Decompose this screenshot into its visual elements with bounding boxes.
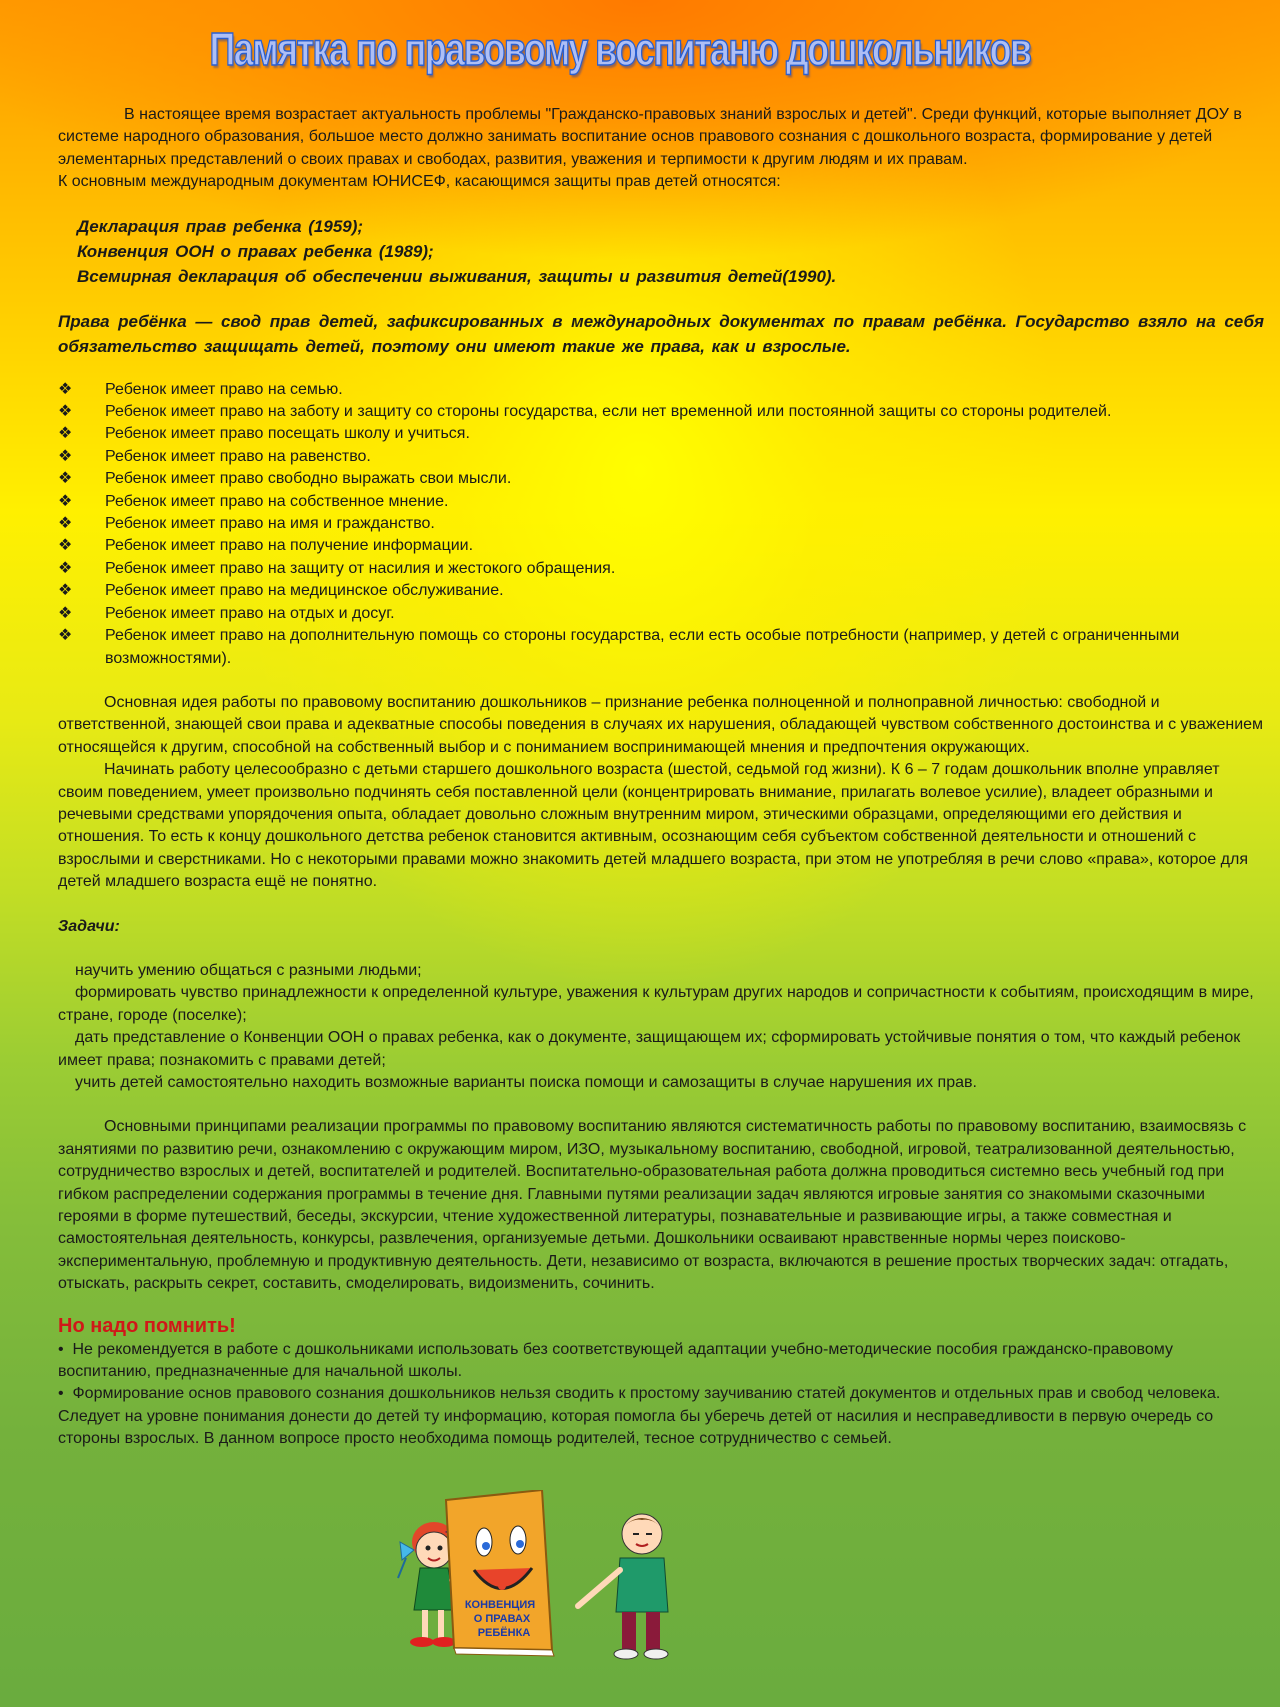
- remember-heading: Но надо помнить!: [58, 1314, 236, 1337]
- rights-item-text: Ребенок имеет право на имя и гражданство.: [105, 515, 435, 533]
- start-work-paragraph: Начинать работу целесообразно с детьми старшего дошкольного возраста (шестой, седьмой год жизни). К 6 – 7 годам дошкольник вполне управляет своим поведением, умеет произвольно подчинять себя поставленной цели (концентрировать внимание, прилагать волевое усилие), владеет образными и речевыми средствами упорядочения опыта, обладает довольно сложным внутренним миром, этическими образцами, определяющими его действия и отношения. То есть к концу дошкольного детства ребенок становится активным, осознающим себя субъектом собственной деятельности и отношений с взрослыми и сверстниками. Но с некоторыми правами можно знакомить детей младшего возраста, при этом не употребляя в речи слово «права», которое для детей младшего возраста ещё не понятно.: [58, 761, 1248, 891]
- rights-item: [58, 513, 1264, 535]
- rights-item-text: Ребенок имеет право на медицинское обслуживание.: [105, 582, 504, 600]
- rights-item: [58, 580, 1264, 602]
- tasks-heading: Задачи:: [58, 917, 120, 935]
- diamond-bullet-icon: ❖: [58, 582, 73, 600]
- diamond-bullet-icon: ❖: [58, 559, 73, 577]
- principles-paragraph: Основными принципами реализации программы по правовому воспитанию являются систематичность работы по правовому воспитанию, взаимосвязь с занятиями по развитию речи, ознакомлению с окружающим миром, ИЗО, музыкальному воспитанию, свободной, игровой, театрализованной деятельностью, сотрудничество взрослых и детей, воспитателей и родителей. Воспитательно-образовательная работа должна проводиться системно весь учебный год при гибком распределении содержания программы в течение дня. Главными путями реализации задач являются игровые занятия со знакомыми сказочными героями в форме путешествий, беседы, экскурсии, чтение художественной литературы, познавательные и развивающие игры, а также совместная и самостоятельная деятельность, конкурсы, развлечения, организуемые детьми. Дошкольники осваивают нравственные нормы через поисково-экспериментальную, проблемную и продуктивную деятельность. Дети, независимо от возраста, включаются в решение простых творческих задач: отгадать, отыскать, раскрыть секрет, составить, смоделировать, видоизменить, сочинить.: [58, 1118, 1247, 1293]
- remember-item-text: Формирование основ правового сознания дошкольников нельзя сводить к простому заучиванию статей документов и отдельных прав и свобод человека. Следует на уровне понимания донести до детей ту информацию, которая помогла бы уберечь детей от насилия и несправедливости в первую очередь со стороны взрослых. В данном вопросе просто необходима помощь родителей, тесное сотрудничество с семьей.: [58, 1385, 1221, 1448]
- rights-definition: Права ребёнка — свод прав детей, зафиксированных в международных документах по правам ребёнка. Государство взяло на себя обязательство защищать детей, поэтому они имеют такие же права, как и взрослые.: [58, 311, 1264, 356]
- rights-item-text: Ребенок имеет право на дополнительную помощь со стороны государства, если есть особые потребности (например, у детей с ограниченными возможностями).: [105, 627, 1180, 667]
- document-item: Декларация прав ребенка (1959);: [77, 216, 364, 236]
- book-title-line: КОНВЕНЦИЯ: [464, 1599, 536, 1611]
- convention-illustration: [380, 1490, 720, 1690]
- diamond-bullet-icon: ❖: [58, 604, 73, 622]
- remember-item-text: Не рекомендуется в работе с дошкольниками использовать без соответствующей адаптации учебно-методические пособия гражданско-правовому воспитанию, предназначенные для начальной школы.: [58, 1340, 1173, 1381]
- rights-item: [58, 535, 1264, 557]
- rights-list: [58, 379, 1264, 670]
- rights-item: [58, 468, 1264, 490]
- task-item: дать представление о Конвенции ООН о правах ребенка, как о документе, защищающем их; сформировать устойчивые понятия о том, что каждый ребенок имеет права; познакомить с правами детей;: [58, 1029, 1241, 1069]
- diamond-bullet-icon: ❖: [58, 447, 73, 465]
- bullet-icon: •: [58, 1340, 64, 1358]
- boy-figure: [578, 1514, 668, 1659]
- diamond-bullet-icon: ❖: [58, 403, 73, 421]
- rights-item-text: Ребенок имеет право на равенство.: [105, 447, 371, 465]
- main-idea-paragraph: Основная идея работы по правовому воспитанию дошкольников – признание ребенка полноценной и полноправной личностью: свободной и ответственной, знающей свои права и адекватные способы поведения в случаях их нарушения, обладающей чувством собственного достоинства и с уважением относящейся к другим, способной на собственный выбор и с пониманием воспринимающей мнения и предпочтения окружающих.: [58, 693, 1264, 756]
- documents-intro: К основным международным документам ЮНИСЕФ, касающимся защиты прав детей относятся:: [58, 173, 781, 191]
- rights-item: [58, 379, 1264, 401]
- convention-book-icon: [446, 1490, 554, 1656]
- task-item: формировать чувство принадлежности к определенной культуре, уважения к культурам других народов и сопричастности к событиям, происходящим в мире, стране, городе (поселке);: [58, 984, 1254, 1024]
- task-item: научить умению общаться с разными людьми;: [75, 961, 422, 979]
- rights-item: [58, 625, 1264, 670]
- rights-item-text: Ребенок имеет право на собственное мнение.: [105, 492, 449, 510]
- rights-item-text: Ребенок имеет право на отдых и досуг.: [105, 604, 395, 622]
- book-title-line: О ПРАВАХ: [473, 1613, 531, 1625]
- rights-item-text: Ребенок имеет право на заботу и защиту со стороны государства, если нет временной или постоянной защиты со стороны родителей.: [105, 403, 1112, 421]
- intro-paragraph: В настоящее время возрастает актуальность проблемы "Гражданско-правовых знаний взрослых и детей". Среди функций, которые выполняет ДОУ в системе народного образования, большое место должно занимать воспитание основ правового сознания с дошкольного возраста, формирование у детей элементарных представлений о своих правах и свободах, развития, уважения и терпимости к другим людям и их правам.: [58, 106, 1242, 168]
- document-item: Всемирная декларация об обеспечении выживания, защиты и развития детей(1990).: [77, 266, 837, 286]
- rights-item-text: Ребенок имеет право на защиту от насилия и жестокого обращения.: [105, 559, 616, 577]
- rights-item: [58, 423, 1264, 445]
- diamond-bullet-icon: ❖: [58, 515, 73, 533]
- document-item: Конвенция ООН о правах ребенка (1989);: [77, 241, 434, 261]
- diamond-bullet-icon: ❖: [58, 470, 73, 488]
- remember-item: [58, 1339, 1264, 1384]
- task-item: учить детей самостоятельно находить возможные варианты поиска помощи и самозащиты в случае нарушения их прав.: [75, 1074, 977, 1091]
- rights-item: [58, 401, 1264, 423]
- rights-item: [58, 558, 1264, 580]
- rights-item-text: Ребенок имеет право свободно выражать свои мысли.: [105, 470, 512, 488]
- book-title-line: РЕБЁНКА: [477, 1627, 531, 1639]
- diamond-bullet-icon: ❖: [58, 627, 73, 645]
- rights-item: [58, 491, 1264, 513]
- rights-item-text: Ребенок имеет право посещать школу и учиться.: [105, 425, 470, 443]
- diamond-bullet-icon: ❖: [58, 537, 73, 555]
- remember-item: [58, 1383, 1264, 1450]
- documents-list: [77, 214, 1264, 289]
- bullet-icon: •: [58, 1385, 64, 1403]
- rights-item-text: Ребенок имеет право на семью.: [105, 380, 343, 398]
- rights-item: [58, 446, 1264, 468]
- diamond-bullet-icon: ❖: [58, 425, 73, 443]
- page-title: Памятка по правовому воспитаню дошкольников: [209, 23, 1031, 75]
- rights-item-text: Ребенок имеет право на получение информации.: [105, 537, 474, 555]
- diamond-bullet-icon: ❖: [58, 380, 73, 398]
- diamond-bullet-icon: ❖: [58, 492, 73, 510]
- rights-item: [58, 603, 1264, 625]
- memo-content: [58, 104, 1264, 1451]
